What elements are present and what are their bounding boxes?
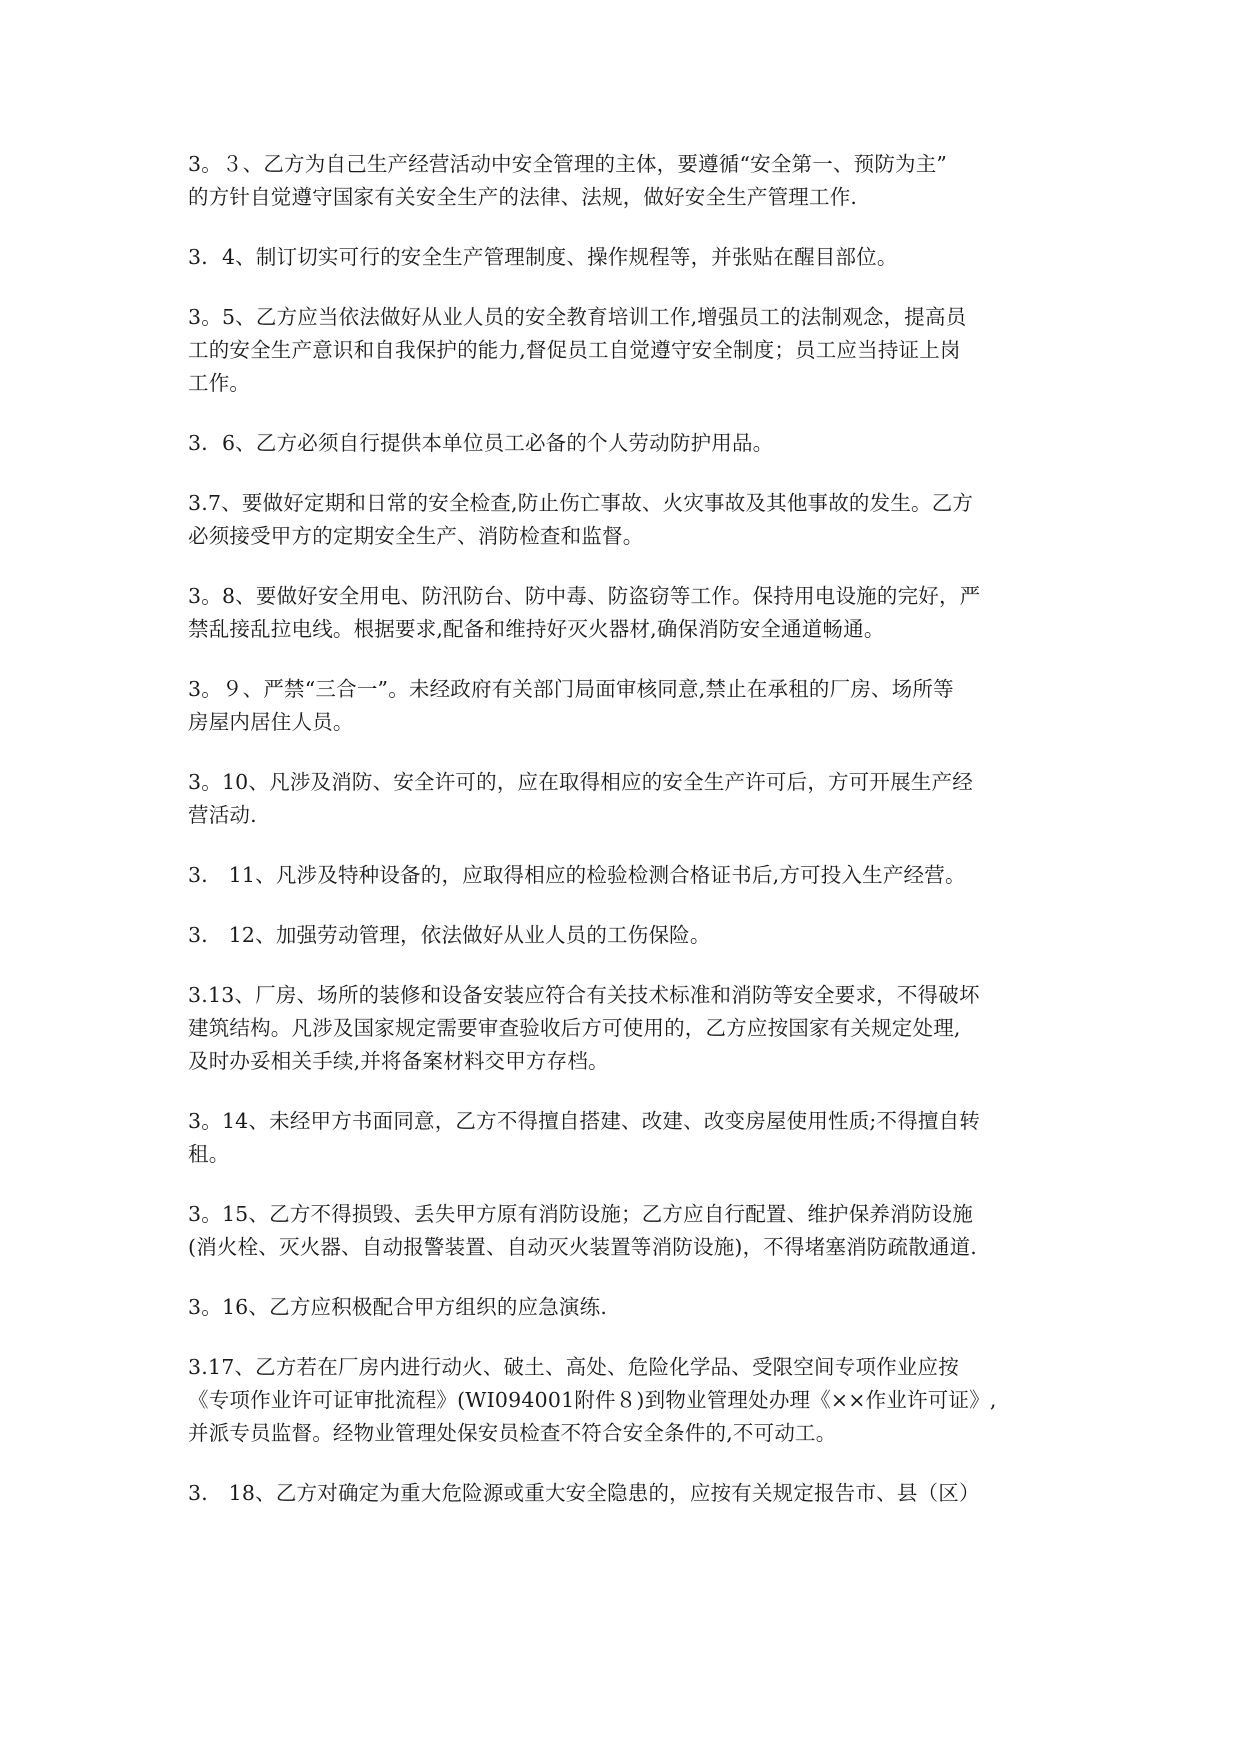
clause-paragraph [188, 1351, 1053, 1450]
clause-text-line: 《专项作业许可证审批流程》(WI094001附件８)到物业管理处办理《××作业许可证》, [188, 1388, 997, 1412]
clause-paragraph [188, 979, 1053, 1078]
clause-text-line: 3.17、乙方若在厂房内进行动火、破土、高处、危险化学品、受限空间专项作业应按 [188, 1355, 959, 1379]
clause-paragraph [188, 1198, 1053, 1264]
clause-text-line: 租。 [188, 1142, 230, 1166]
clause-text-line: 必须接受甲方的定期安全生产、消防检查和监督。 [188, 524, 644, 548]
clause-paragraph [188, 580, 1053, 646]
clause-paragraph [188, 919, 1053, 952]
clause-text-line: 3．4、制订切实可行的安全生产管理制度、操作规程等，并张贴在醒目部位。 [188, 245, 898, 269]
clause-paragraph [188, 241, 1053, 274]
clause-paragraph [188, 1477, 1053, 1510]
clause-text-line: 3.7、要做好定期和日常的安全检查,防止伤亡事故、火灾事故及其他事故的发生。乙方 [188, 491, 974, 515]
clause-text-line: 3。15、乙方不得损毁、丢失甲方原有消防设施；乙方应自行配置、维护保养消防设施 [188, 1202, 973, 1226]
clause-text-line: 3。９、严禁“三合一”。未经政府有关部门局面审核同意,禁止在承租的厂房、场所等 [188, 677, 954, 701]
clause-text-line: 营活动. [188, 803, 257, 827]
clause-paragraph [188, 487, 1053, 553]
clause-text-line: 3。３、乙方为自己生产经营活动中安全管理的主体，要遵循“安全第一、预防为主” [188, 152, 948, 176]
clause-text-line: 3．6、乙方必须自行提供本单位员工必备的个人劳动防护用品。 [188, 431, 774, 455]
clause-text-line: 房屋内居住人员。 [188, 710, 354, 734]
clause-paragraph [188, 427, 1053, 460]
clause-paragraph [188, 1291, 1053, 1324]
clause-text-line: 3。10、凡涉及消防、安全许可的，应在取得相应的安全生产许可后，方可开展生产经 [188, 770, 973, 794]
clause-text-line: 工作。 [188, 371, 251, 395]
clause-paragraph [188, 148, 1053, 214]
clause-text-line: 3。5、乙方应当依法做好从业人员的安全教育培训工作,增强员工的法制观念，提高员 [188, 305, 967, 329]
clause-text-line: 禁乱接乱拉电线。根据要求,配备和维持好灭火器材,确保消防安全通道畅通。 [188, 617, 885, 641]
clause-text-line: 及时办妥相关手续,并将备案材料交甲方存档。 [188, 1049, 609, 1073]
clause-text-line: 3。14、未经甲方书面同意，乙方不得擅自搭建、改建、改变房屋使用性质;不得擅自转 [188, 1109, 981, 1133]
clause-text-line: 3.13、厂房、场所的装修和设备安装应符合有关技术标准和消防等安全要求，不得破坏 [188, 983, 980, 1007]
clause-text-line: 工的安全生产意识和自我保护的能力,督促员工自觉遵守安全制度；员工应当持证上岗 [188, 338, 961, 362]
clause-paragraph [188, 859, 1053, 892]
clause-text-line: 3。16、乙方应积极配合甲方组织的应急演练. [188, 1295, 608, 1319]
clause-paragraph [188, 673, 1053, 739]
clause-paragraph [188, 1105, 1053, 1171]
clause-paragraph [188, 766, 1053, 832]
clause-text-line: 的方针自觉遵守国家有关安全生产的法律、法规，做好安全生产管理工作. [188, 185, 858, 209]
clause-text-line: (消火栓、灭火器、自动报警装置、自动灭火装置等消防设施)，不得堵塞消防疏散通道. [188, 1235, 978, 1259]
clause-paragraph [188, 301, 1053, 400]
clause-text-line: 建筑结构。凡涉及国家规定需要审查验收后方可使用的，乙方应按国家有关规定处理, [188, 1016, 961, 1040]
clause-text-line: 3。8、要做好安全用电、防汛防台、防中毒、防盗窃等工作。保持用电设施的完好，严 [188, 584, 981, 608]
clause-text-line: 3． 11、凡涉及特种设备的，应取得相应的检验检测合格证书后,方可投入生产经营。 [188, 863, 966, 887]
clause-text-line: 3． 12、加强劳动管理，依法做好从业人员的工伤保险。 [188, 923, 711, 947]
document-body [188, 148, 1053, 1537]
clause-text-line: 3． 18、乙方对确定为重大危险源或重大安全隐患的，应按有关规定报告市、县（区） [188, 1481, 980, 1505]
clause-text-line: 并派专员监督。经物业管理处保安员检查不符合安全条件的,不可动工。 [188, 1421, 837, 1445]
